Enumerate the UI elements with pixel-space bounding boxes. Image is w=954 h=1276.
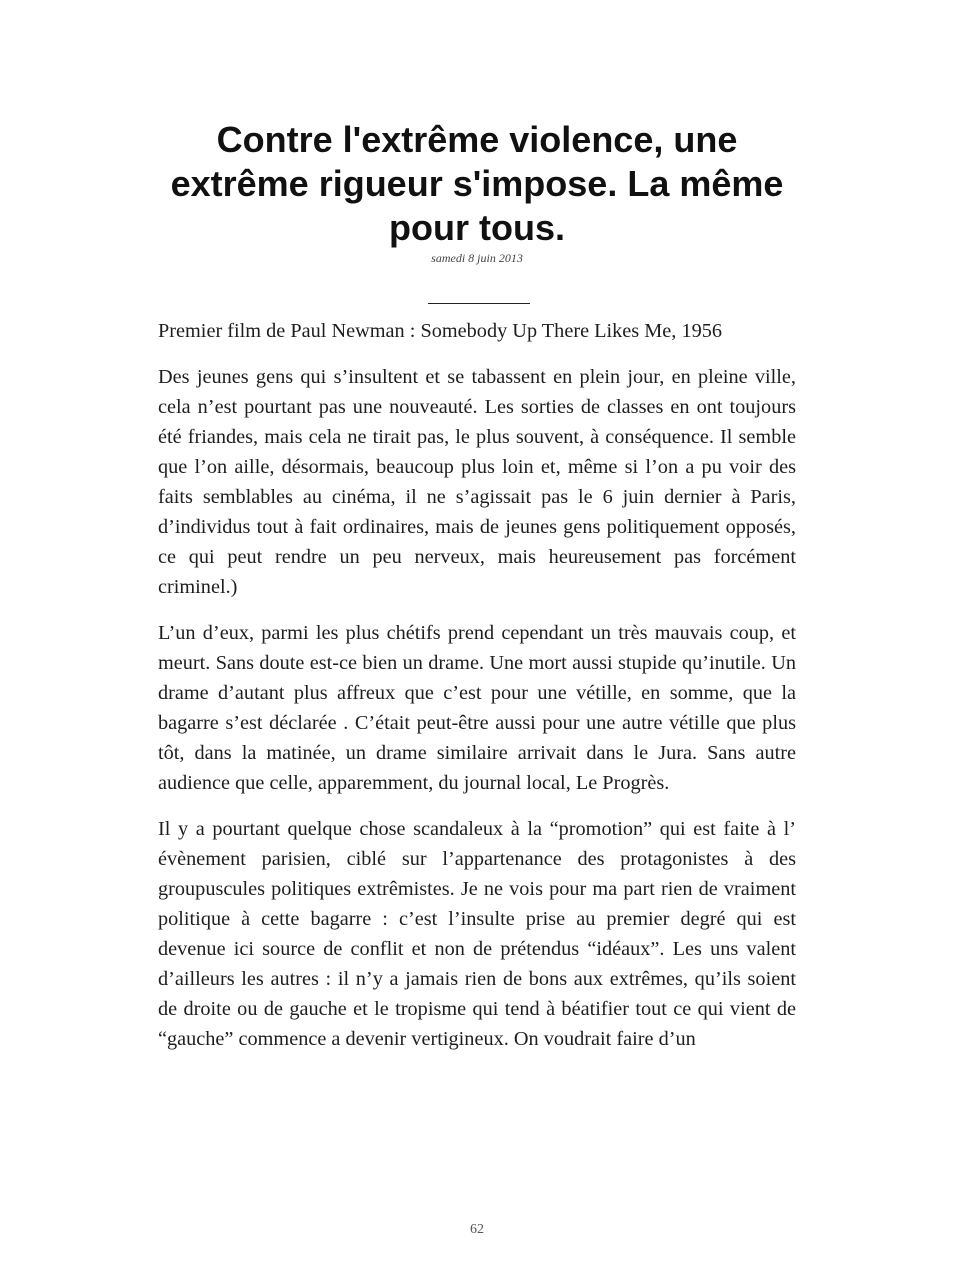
paragraph: Premier film de Paul Newman : Somebody Up There Likes Me, 1956 — [158, 320, 723, 342]
title-separator — [428, 303, 530, 304]
paragraph: Des jeunes gens qui s’insultent et se tabassent en plein jour, en pleine ville, cela n’est pourtant pas une nouveauté. Les sorties de classes en ont toujours été friandes, mais cela ne tirait pas, le plus souvent, à conséquence. Il semble que l’on aille, désormais, beaucoup plus loin et, même si l’on a pu voir des faits semblables au cinéma, il ne s’agissait pas le 6 juin dernier à Paris, d’individus tout à fait ordinaires, mais de jeunes gens politiquement opposés, ce qui peut rendre un peu nerveux, mais heureusement pas forcément criminel.) — [158, 366, 796, 598]
paragraph: Il y a pourtant quelque chose scandaleux à la “promotion” qui est faite à l’ évènement parisien, ciblé sur l’appartenance des protagonistes à des groupuscules politiques extrêmistes. Je ne vois pour ma part rien de vraiment politique à cette bagarre : c’est l’insulte prise au premier degré qui est devenue ici source de conflit et non de prétendus “idéaux”. Les uns valent d’ailleurs les autres : il n’y a jamais rien de bons aux extrêmes, qu’ils soient de droite ou de gauche et le tropisme qui tend à béatifier tout ce qui vient de “gauche” commence a devenir vertigineux. On voudrait faire d’un — [158, 818, 796, 1050]
article-body — [158, 316, 796, 1070]
article-date: samedi 8 juin 2013 — [431, 251, 523, 265]
paragraph: L’un d’eux, parmi les plus chétifs prend cependant un très mauvais coup, et meurt. Sans doute est-ce bien un drame. Une mort aussi stupide qu’inutile. Un drame d’autant plus affreux que c’est pour une vétille, en somme, que la bagarre s’est déclarée . C’était peut-être aussi pour une autre vétille que plus tôt, dans la matinée, un drame similaire arrivait dans le Jura. Sans autre audience que celle, apparemment, du journal local, Le Progrès. — [158, 622, 796, 794]
article-title: Contre l'extrême violence, une extrême rigueur s'impose. La même pour tous. — [170, 119, 784, 248]
page-number: 62 — [470, 1222, 484, 1237]
